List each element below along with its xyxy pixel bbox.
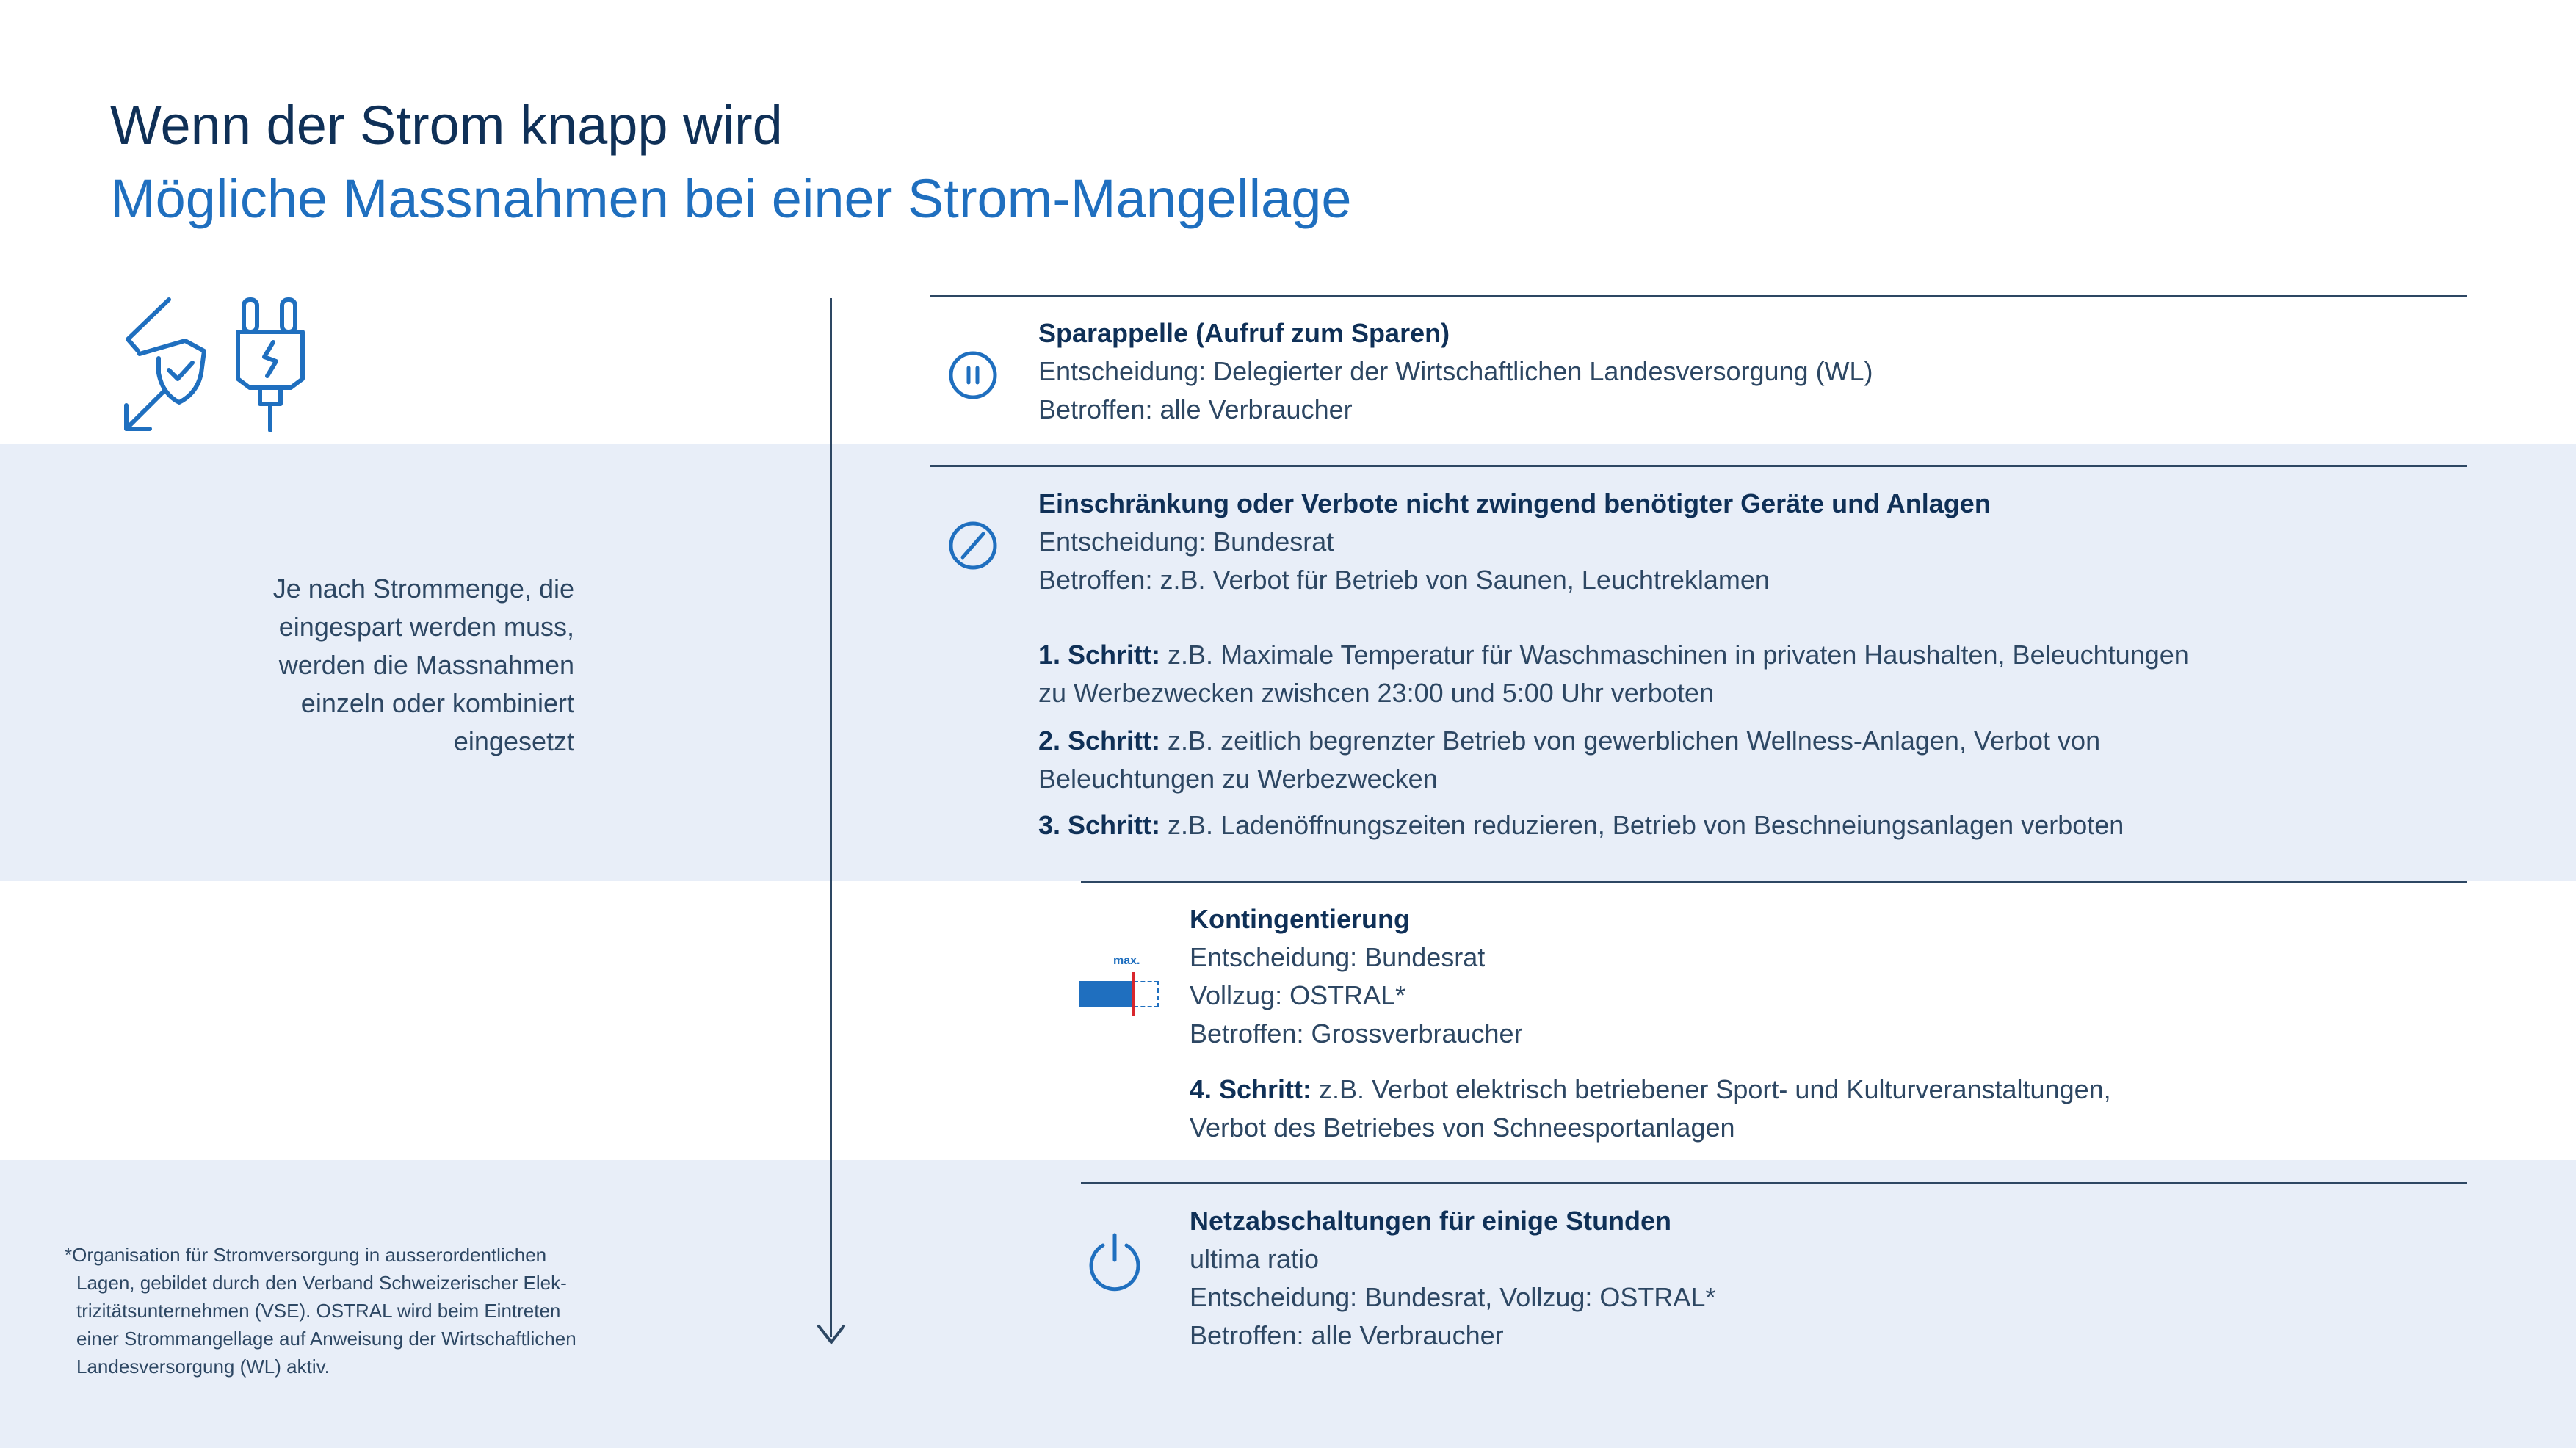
measure-affected: Betroffen: alle Verbraucher: [1038, 394, 1353, 424]
measure-step-3: [1038, 806, 2124, 844]
step-text: Beleuchtungen zu Werbezwecken: [1038, 764, 1438, 794]
measure-title: Kontingentierung: [1190, 904, 1410, 934]
measure-note: ultima ratio: [1190, 1244, 1320, 1274]
prohibited-icon: [948, 521, 998, 571]
sidenote-line: werden die Massnahmen: [278, 650, 574, 680]
measure-decision: Entscheidung: Delegierter der Wirtschaftlichen Landesversorgung (WL): [1038, 356, 1873, 386]
step-text: z.B. zeitlich begrenzter Betrieb von gewerblichen Wellness-Anlagen, Verbot von: [1168, 725, 2101, 756]
footnote-line: Lagen, gebildet durch den Verband Schweizerischer Elek-: [76, 1272, 567, 1294]
page-subtitle: Mögliche Massnahmen bei einer Strom-Mangellage: [110, 168, 1352, 229]
measure-decision: Entscheidung: Bundesrat: [1190, 942, 1486, 972]
measure-title: Netzabschaltungen für einige Stunden: [1190, 1206, 1672, 1236]
quota-limit-line: [1132, 972, 1135, 1016]
measure-kontingentierung: [1190, 900, 1523, 1053]
timeline-line: [830, 298, 832, 1337]
quota-bar-fill: [1079, 981, 1132, 1007]
measure-step-4: [1190, 1071, 2111, 1147]
step-text: z.B. Verbot elektrisch betriebener Sport- und Kulturveranstaltungen,: [1319, 1074, 2111, 1104]
quota-bar-remainder: [1134, 981, 1159, 1007]
sidenote-line: eingesetzt: [453, 726, 574, 756]
measure-title: Einschränkung oder Verbote nicht zwingend benötigter Geräte und Anlagen: [1038, 488, 1991, 518]
step-text: z.B. Maximale Temperatur für Waschmaschinen in privaten Haushalten, Beleuchtungen: [1168, 640, 2189, 670]
plug-icon: [234, 297, 307, 433]
sidenote-line: einzeln oder kombiniert: [300, 688, 574, 718]
step-label: 2. Schritt:: [1038, 725, 1161, 756]
sidenote-line: eingespart werden muss,: [278, 612, 574, 642]
measure-affected: Betroffen: alle Verbraucher: [1190, 1320, 1504, 1350]
step-label: 1. Schritt:: [1038, 640, 1161, 670]
footnote-line: trizitätsunternehmen (VSE). OSTRAL wird beim Eintreten: [76, 1300, 561, 1322]
separator-measure-2: [930, 465, 2467, 467]
footnote-line: Landesversorgung (WL) aktiv.: [76, 1355, 330, 1378]
arrow-down-icon: [816, 1322, 847, 1347]
footnote-line: *Organisation für Stromversorgung in ausserordentlichen: [65, 1244, 547, 1266]
step-text: Verbot des Betriebes von Schneesportanlagen: [1190, 1112, 1735, 1143]
measure-title: Sparappelle (Aufruf zum Sparen): [1038, 318, 1450, 348]
measure-step-2: [1038, 722, 2100, 798]
pause-icon: [948, 350, 998, 400]
quota-bar-icon: [1079, 955, 1160, 1019]
measure-decision: Entscheidung: Bundesrat: [1038, 526, 1334, 557]
separator-measure-1: [930, 295, 2467, 297]
measure-affected: Betroffen: Grossverbraucher: [1190, 1018, 1523, 1049]
measure-step-1: [1038, 636, 2189, 712]
measure-einschraenkung: [1038, 485, 1991, 599]
step-text: z.B. Ladenöffnungszeiten reduzieren, Betrieb von Beschneiungsanlagen verboten: [1168, 810, 2124, 840]
page-title: Wenn der Strom knapp wird: [110, 95, 783, 156]
sidenote-line: Je nach Strommenge, die: [272, 573, 574, 604]
measure-decision: Entscheidung: Bundesrat, Vollzug: OSTRAL*: [1190, 1282, 1716, 1312]
separator-measure-4: [1081, 1182, 2467, 1184]
step-label: 4. Schritt:: [1190, 1074, 1312, 1104]
shield-arrow-icon: [117, 297, 213, 433]
measure-sparappelle: [1038, 314, 1873, 429]
step-label: 3. Schritt:: [1038, 810, 1161, 840]
footnote-line: einer Strommangellage auf Anweisung der Wirtschaftlichen: [76, 1328, 576, 1350]
power-icon: [1085, 1231, 1144, 1292]
separator-measure-3: [1081, 881, 2467, 883]
measure-execution: Vollzug: OSTRAL*: [1190, 980, 1406, 1010]
measure-netzabschaltungen: [1190, 1202, 1715, 1355]
measure-affected: Betroffen: z.B. Verbot für Betrieb von Saunen, Leuchtreklamen: [1038, 565, 1770, 595]
footnote: [65, 1241, 623, 1380]
quota-max-label: max.: [1113, 955, 1140, 967]
step-text: zu Werbezwecken zwishcen 23:00 und 5:00 Uhr verboten: [1038, 678, 1714, 708]
sidenote: [235, 570, 574, 761]
